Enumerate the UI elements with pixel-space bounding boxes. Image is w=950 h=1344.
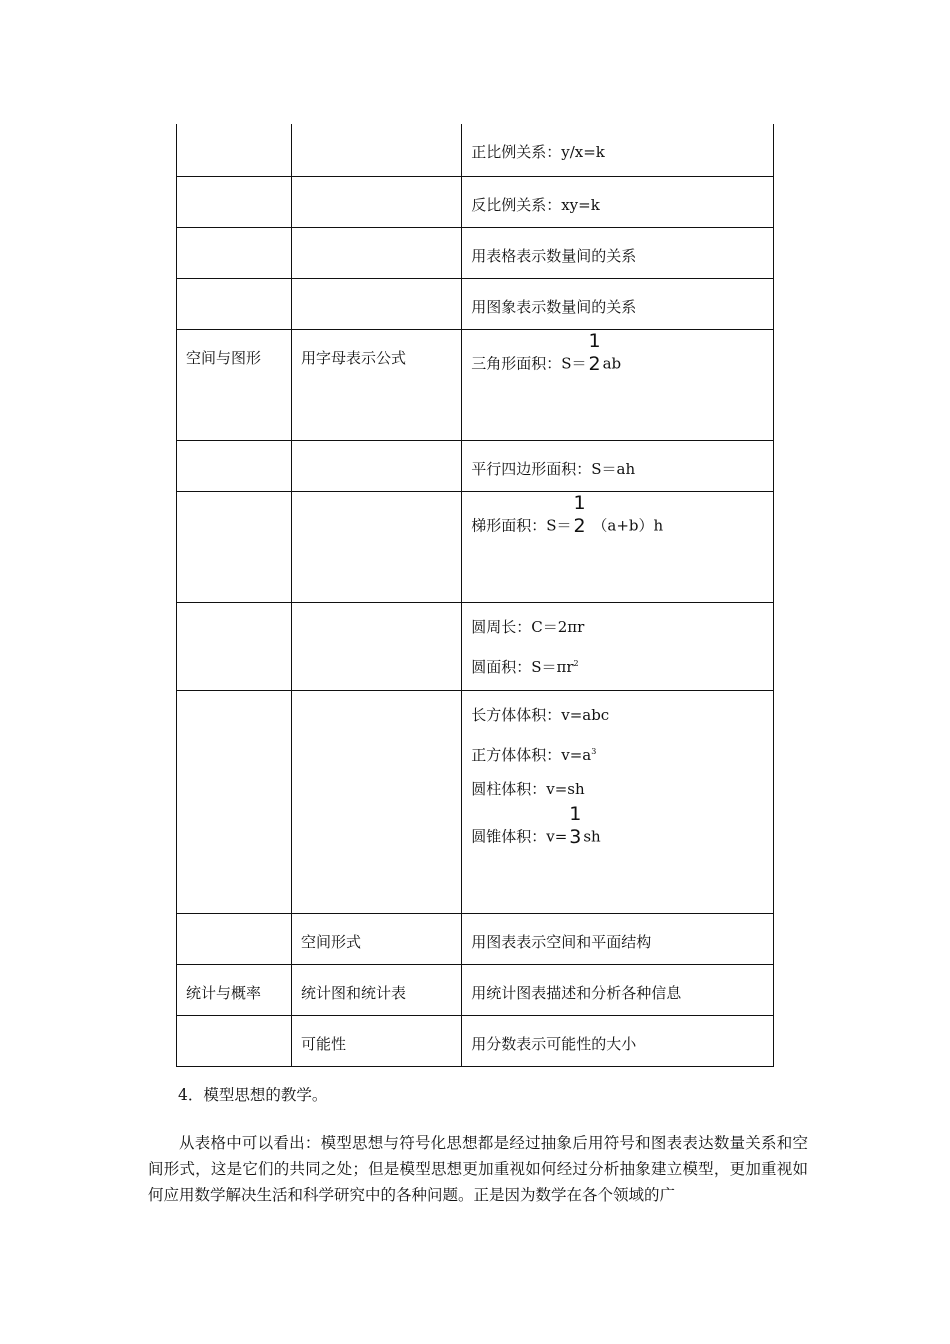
table-cell: 用图象表示数量间的关系 bbox=[462, 278, 774, 329]
formula-label: 圆锥体积：v= bbox=[471, 827, 568, 845]
exponent: 3 bbox=[591, 746, 597, 756]
table-cell bbox=[177, 278, 292, 329]
formula-suffix: sh bbox=[583, 827, 601, 845]
table-cell bbox=[291, 124, 461, 176]
subcategory-cell: 用字母表示公式 bbox=[291, 329, 461, 440]
fraction-numerator: 1 bbox=[588, 329, 601, 352]
fraction-denominator: 3 bbox=[569, 825, 582, 848]
table-cell: 用统计图表描述和分析各种信息 bbox=[462, 964, 774, 1015]
table-cell bbox=[177, 440, 292, 491]
table-cell bbox=[291, 491, 461, 602]
formula-cell bbox=[462, 602, 774, 690]
table-row bbox=[177, 491, 774, 602]
circle-area-formula bbox=[471, 653, 764, 690]
fraction bbox=[569, 803, 581, 848]
table-cell: 用图表表示空间和平面结构 bbox=[462, 913, 774, 964]
table-cell: 用表格表示数量间的关系 bbox=[462, 227, 774, 278]
table-cell bbox=[177, 1015, 292, 1066]
table-cell bbox=[291, 690, 461, 913]
table-cell bbox=[177, 602, 292, 690]
subcategory-cell: 可能性 bbox=[291, 1015, 461, 1066]
formula-cell bbox=[462, 491, 774, 602]
table-cell: 正比例关系：y/x=k bbox=[462, 124, 774, 176]
formula-table bbox=[176, 124, 774, 1067]
table-cell bbox=[177, 227, 292, 278]
table-row bbox=[177, 964, 774, 1015]
table-row bbox=[177, 1015, 774, 1066]
table-cell bbox=[291, 278, 461, 329]
table-row bbox=[177, 440, 774, 491]
fraction bbox=[574, 492, 586, 537]
table-cell bbox=[291, 176, 461, 227]
table-cell bbox=[291, 602, 461, 690]
category-cell: 空间与图形 bbox=[177, 329, 292, 440]
formula-cell bbox=[462, 329, 774, 440]
fraction-denominator: 2 bbox=[588, 352, 601, 375]
formula-label: 梯形面积：S＝ bbox=[471, 516, 572, 534]
table-row bbox=[177, 124, 774, 176]
subcategory-cell: 空间形式 bbox=[291, 913, 461, 964]
fraction-numerator: 1 bbox=[569, 802, 582, 825]
table-cell bbox=[177, 690, 292, 913]
table-cell bbox=[177, 913, 292, 964]
table-row bbox=[177, 913, 774, 964]
cylinder-volume-formula: 圆柱体积：v=sh bbox=[471, 779, 585, 798]
cone-volume-formula bbox=[471, 802, 764, 881]
fraction-denominator: 2 bbox=[573, 514, 586, 537]
body-paragraph: 从表格中可以看出：模型思想与符号化思想都是经过抽象后用符号和图表表达数量关系和空间形式，这是它们的共同之处；但是模型思想更加重视如何经过分析抽象建立模型，更加重视如何应用数学解决生活和科学研究中的各种问题。正是因为数学在各个领域的广 bbox=[148, 1134, 808, 1204]
subcategory-cell: 统计图和统计表 bbox=[291, 964, 461, 1015]
table-cell: 用分数表示可能性的大小 bbox=[462, 1015, 774, 1066]
formula-suffix: ab bbox=[602, 354, 622, 372]
table-row bbox=[177, 227, 774, 278]
table-row bbox=[177, 329, 774, 440]
section-heading: 4．模型思想的教学。 bbox=[178, 1086, 328, 1104]
cube-volume-formula bbox=[471, 741, 764, 778]
table-row bbox=[177, 176, 774, 227]
category-cell: 统计与概率 bbox=[177, 964, 292, 1015]
table-cell: 平行四边形面积：S＝ah bbox=[462, 440, 774, 491]
triangle-area-formula bbox=[471, 329, 764, 408]
table-cell bbox=[291, 227, 461, 278]
table-cell: 反比例关系：xy=k bbox=[462, 176, 774, 227]
formula-label: 正方体体积：v=a bbox=[471, 745, 592, 764]
fraction-numerator: 1 bbox=[573, 491, 586, 514]
formula-label: 圆面积：S＝πr bbox=[471, 657, 574, 676]
table-cell bbox=[177, 176, 292, 227]
formula-label: 三角形面积：S＝ bbox=[471, 354, 587, 372]
table-cell bbox=[177, 124, 292, 176]
formula-suffix: （a+b）h bbox=[592, 516, 664, 534]
circle-circumference-formula: 圆周长：C＝2πr bbox=[471, 617, 585, 636]
table-cell bbox=[177, 491, 292, 602]
table-row bbox=[177, 278, 774, 329]
table-row bbox=[177, 602, 774, 690]
fraction bbox=[589, 330, 601, 375]
exponent: 2 bbox=[573, 658, 579, 668]
table-cell bbox=[291, 440, 461, 491]
formula-cell bbox=[462, 690, 774, 913]
cuboid-volume-formula: 长方体体积：v=abc bbox=[471, 705, 610, 724]
table-row bbox=[177, 690, 774, 913]
trapezoid-area-formula bbox=[471, 491, 764, 570]
